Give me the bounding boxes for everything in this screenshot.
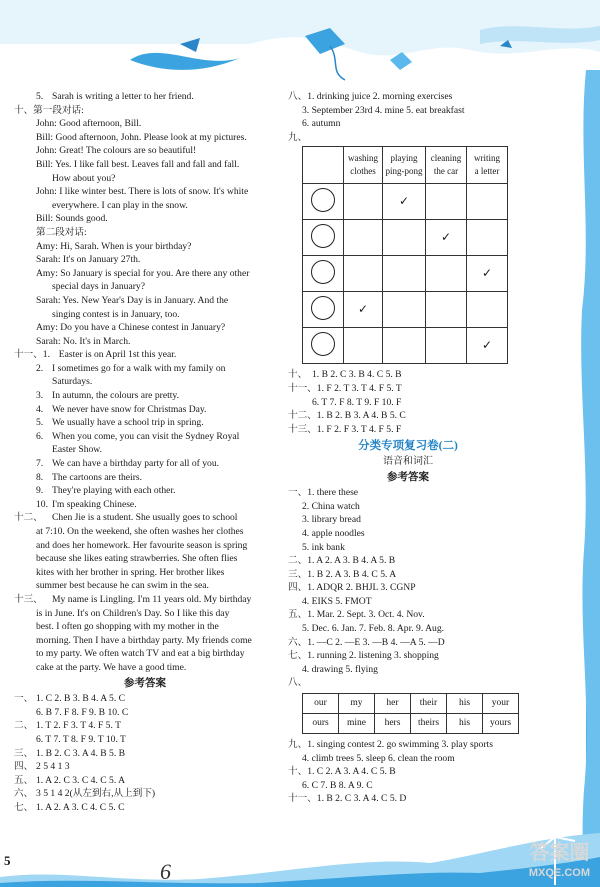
answer-row: 十、 1. B 2. C 3. B 4. C 5. B: [288, 369, 402, 381]
answer-row: 一、 1. there these: [288, 487, 359, 499]
list-item: 7. We can have a birthday party for all of you.: [36, 458, 220, 470]
grid-cell: [467, 184, 508, 220]
answer-row: 4. apple noodles: [302, 527, 365, 539]
answer-row: 6. C 7. B 8. A 9. C: [302, 779, 373, 791]
paragraph-line: summer best because he can swim in the sea.: [36, 580, 209, 592]
grid-row: [303, 256, 508, 292]
dialogue-line: singing contest is in January, too.: [52, 308, 180, 320]
table-cell: their: [411, 694, 447, 714]
answer-row: 六、 3 5 1 4 2(从左到右,从上到下): [14, 788, 156, 800]
list-item: 3. In autumn, the colours are pretty.: [36, 390, 179, 402]
dialogue-2-heading: 第二段对话:: [36, 226, 87, 238]
check-mark-icon: ✓: [481, 265, 493, 280]
answer-row: 2. China watch: [302, 500, 360, 512]
dialogue-line: John: Great! The colours are so beautiful!: [36, 145, 197, 157]
section-8-answers: [288, 90, 528, 131]
list-item: 6. When you come, you can visit the Sydney Royal: [36, 430, 240, 442]
dialogue-line: Amy: Do you have a Chinese contest in January?: [36, 322, 226, 334]
answer-row: 九、 1. singing contest 2. go swimming 3. play sports: [288, 739, 493, 751]
grid-cell: [467, 256, 508, 292]
list-item: 5. We usually have a school trip in spring.: [36, 417, 204, 429]
answer-row: 五、 1. A 2. C 3. C 4. C 5. A: [14, 774, 126, 786]
table-row: [303, 694, 519, 714]
section-9-heading: 九、: [288, 131, 308, 143]
paragraph-line: morning. Then I have a birthday party. My friends come: [36, 634, 252, 646]
answer-row: 十一、 1. B 2. C 3. A 4. C 5. D: [288, 793, 407, 805]
grid-cell: [344, 220, 383, 256]
child-face-icon: [311, 332, 335, 356]
dialogue-line: Sarah: It's on January 27th.: [36, 254, 141, 266]
right-decor-strip: [578, 70, 600, 887]
grid-cell: [383, 256, 426, 292]
right-column: [288, 90, 528, 806]
grid-header: playing ping-pong: [383, 147, 426, 184]
grid-cell: [426, 292, 467, 328]
section-11: [14, 348, 276, 511]
grid-cell: [467, 292, 508, 328]
table-cell: ours: [303, 714, 339, 734]
table-cell: theirs: [411, 714, 447, 734]
list-item: Saturdays.: [52, 376, 93, 388]
dialogue-line: Amy: So January is special for you. Are there any other: [36, 267, 250, 279]
child-face-icon: [311, 224, 335, 248]
grid-row: [303, 328, 508, 364]
grid-header-row: [303, 147, 508, 184]
section-8b-heading: 八、: [288, 677, 308, 689]
bottom-decor: [0, 827, 600, 887]
page-number: 5: [4, 853, 11, 868]
paragraph-line: cake at the party. We have a good time.: [36, 661, 187, 673]
answer-row: 三、 1. B 2. A 3. B 4. C 5. A: [288, 568, 397, 580]
answer-row: 八、 1. drinking juice 2. morning exercises: [288, 91, 453, 102]
paragraph-line: 十二、 Chen Jie is a student. She usually goes to school: [14, 512, 238, 524]
grid-cell: [344, 184, 383, 220]
table-cell: yours: [483, 714, 519, 734]
check-mark-icon: ✓: [357, 301, 369, 316]
answer-row: 十、 1. C 2. A 3. A 4. C 5. B: [288, 766, 396, 778]
left-column: [14, 90, 276, 814]
activity-grid: [302, 146, 508, 364]
answer-row: 3. September 23rd 4. mine 5. eat breakfast: [302, 104, 465, 116]
grid-cell: [467, 328, 508, 364]
answer-row: 4. climb trees 5. sleep 6. clean the room: [302, 752, 455, 764]
answer-row: 3. library bread: [302, 514, 361, 526]
grid-cell: [383, 292, 426, 328]
answers-heading: 参考答案: [124, 677, 166, 689]
answer-row: 6. autumn: [302, 118, 341, 130]
answer-row: 七、 1. A 2. A 3. C 4. C 5. C: [14, 801, 125, 813]
answer-row: 4. drawing 5. flying: [302, 663, 378, 675]
answer-row: 六、 1. —C 2. —E 3. —B 4. —A 5. —D: [288, 636, 445, 648]
answer-row: 十三、 1. F 2. F 3. T 4. F 5. F: [288, 423, 402, 435]
check-mark-icon: ✓: [481, 337, 493, 352]
answer-row: 6. B 7. F 8. F 9. B 10. C: [36, 706, 129, 718]
answer-row: 七、 1. running 2. listening 3. shopping: [288, 650, 439, 662]
answer-row: 十一、 1. F 2. T 3. T 4. F 5. T: [288, 382, 402, 394]
sky-banner: [0, 0, 600, 88]
grid-header: washing clothes: [344, 147, 383, 184]
grid-row: [303, 184, 508, 220]
paragraph-line: is in June. It's on Children's Day. So I like this day: [36, 607, 230, 619]
grid-cell: [426, 256, 467, 292]
paragraph-line: kites with her brother in spring. Her brother likes: [36, 566, 225, 578]
grid-row: [303, 292, 508, 328]
table-cell: his: [447, 694, 483, 714]
section-title: 分类专项复习卷(二): [358, 440, 458, 453]
child-face-icon: [311, 188, 335, 212]
vocab-answers: [288, 486, 528, 676]
grid-cell: [383, 184, 426, 220]
answer-row: 二、 1. T 2. F 3. T 4. F 5. T: [14, 720, 121, 732]
table-cell: my: [339, 694, 375, 714]
list-item: Easter Show.: [52, 444, 103, 456]
list-item: 5. Sarah is writing a letter to her friend.: [36, 91, 194, 102]
list-item: 8. The cartoons are theirs.: [36, 471, 143, 483]
pronoun-table: [302, 693, 519, 734]
dialogue-line: special days in January?: [52, 281, 145, 293]
paragraph-line: to my party. We often watch TV and eat a big birthday: [36, 648, 245, 660]
dialogue-line: Sarah: Yes. New Year's Day is in January. And the: [36, 294, 229, 306]
dialogue-1: [14, 117, 276, 226]
dialogue-line: Bill: Sounds good.: [36, 213, 108, 225]
dialogue-line: Sarah: No. It's in March.: [36, 335, 131, 347]
check-mark-icon: ✓: [398, 193, 410, 208]
section-13: [14, 593, 276, 675]
answer-list: [14, 692, 276, 814]
table-cell: hers: [375, 714, 411, 734]
grid-cell: [344, 292, 383, 328]
section-subtitle: 语音和词汇: [383, 455, 433, 467]
dialogue-line: everywhere. I can play in the snow.: [52, 199, 188, 211]
list-item: 10. I'm speaking Chinese.: [36, 498, 137, 510]
answer-row: 5. Dec. 6. Jan. 7. Feb. 8. Apr. 9. Aug.: [302, 623, 445, 635]
paragraph-line: at 7:10. On the weekend, she often washes her clothes: [36, 526, 244, 537]
list-item: 2. I sometimes go for a walk with my family on: [36, 362, 226, 374]
table-cell: mine: [339, 714, 375, 734]
paragraph-line: best. I often go shopping with my mother in the: [36, 621, 219, 633]
table-row: [303, 714, 519, 734]
table-cell: his: [447, 714, 483, 734]
grid-cell: [426, 220, 467, 256]
dialogue-line: John: Good afternoon, Bill.: [36, 118, 142, 130]
section-12: [14, 511, 276, 593]
table-cell: your: [483, 694, 519, 714]
grid-cell: [467, 220, 508, 256]
section-10-13-answers: [288, 368, 528, 436]
answer-row: 三、 1. B 2. C 3. A 4. B 5. B: [14, 747, 126, 759]
answer-row: 十二、 1. B 2. B 3. A 4. B 5. C: [288, 410, 406, 422]
list-item: 4. We never have snow for Christmas Day.: [36, 403, 207, 415]
dialogue-line: Amy: Hi, Sarah. When is your birthday?: [36, 240, 192, 252]
answer-row: 四、 2 5 4 1 3: [14, 761, 70, 773]
list-item: 十一、 1. Easter is on April 1st this year.: [14, 349, 177, 361]
answer-row: 5. ink bank: [302, 541, 345, 553]
handwritten-mark: 6: [160, 859, 171, 884]
table-cell: our: [303, 694, 339, 714]
answer-row: 五、 1. Mar. 2. Sept. 3. Oct. 4. Nov.: [288, 609, 425, 621]
answer-row: 四、 1. ADQR 2. BHJL 3. CGNP: [288, 582, 416, 594]
answer-row: 4. EIKS 5. FMOT: [302, 595, 372, 607]
paragraph-line: and does her homework. Her favourite season is spring: [36, 539, 248, 551]
paragraph-line: 十三、 My name is Lingling. I'm 11 years old. My birthday: [14, 593, 252, 605]
watermark: 答案圈 MXQE.COM: [528, 842, 590, 879]
child-face-icon: [311, 296, 335, 320]
answer-row: 二、 1. A 2. A 3. B 4. A 5. B: [288, 555, 396, 567]
paragraph-line: because she likes eating strawberries. She often flies: [36, 553, 238, 565]
check-mark-icon: ✓: [440, 229, 452, 244]
table-cell: her: [375, 694, 411, 714]
list-item: 9. They're playing with each other.: [36, 485, 176, 497]
grid-cell: [383, 328, 426, 364]
child-face-icon: [311, 260, 335, 284]
grid-cell: [344, 328, 383, 364]
dialogue-2: [14, 240, 276, 349]
grid-header: cleaning the car: [426, 147, 467, 184]
grid-header: writing a letter: [467, 147, 508, 184]
dialogue-line: John: I like winter best. There is lots of snow. It's white: [36, 186, 249, 198]
grid-cell: [383, 220, 426, 256]
grid-row: [303, 220, 508, 256]
section-10-heading: 十、第一段对话:: [14, 104, 84, 116]
dialogue-line: Bill: Yes. I like fall best. Leaves fall and fall and fall.: [36, 158, 240, 170]
answer-row: 6. T 7. F 8. T 9. F 10. F: [312, 396, 402, 408]
answer-row: 6. T 7. T 8. F 9. T 10. T: [36, 733, 126, 745]
dialogue-line: Bill: Good afternoon, John. Please look at my pictures.: [36, 131, 247, 143]
grid-cell: [426, 184, 467, 220]
final-answers: [288, 738, 528, 806]
dialogue-line: How about you?: [52, 172, 116, 184]
grid-cell: [426, 328, 467, 364]
answer-row: 一、 1. C 2. B 3. B 4. A 5. C: [14, 693, 126, 705]
grid-cell: [344, 256, 383, 292]
answers-heading: 参考答案: [387, 471, 429, 483]
